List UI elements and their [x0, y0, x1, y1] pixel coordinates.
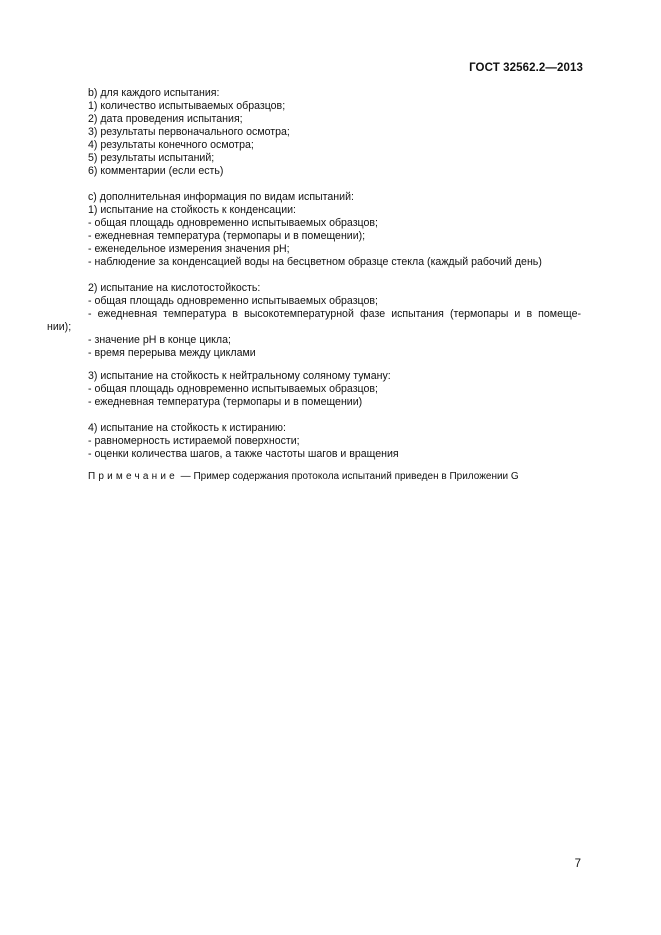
- test3-title: 3) испытание на стойкость к нейтральному соляному туману:: [88, 370, 391, 382]
- list-item: 5) результаты испытаний;: [88, 152, 215, 164]
- list-item: - еженедельное измерения значения pH;: [88, 243, 290, 255]
- list-item: 1) количество испытываемых образцов;: [88, 100, 286, 112]
- list-item: - оценки количества шагов, а также частоты шагов и вращения: [88, 448, 399, 460]
- list-item: 6) комментарии (если есть): [88, 165, 224, 177]
- list-item: 3) результаты первоначального осмотра;: [88, 126, 290, 138]
- page-header-code: ГОСТ 32562.2—2013: [469, 62, 583, 74]
- note-label: Примечание: [88, 471, 178, 482]
- list-item: 2) дата проведения испытания;: [88, 113, 243, 125]
- list-item: - ежедневная температура в высокотемпературной фазе испытания (термопары и в помеще-: [88, 308, 581, 320]
- list-item: - значение pH в конце цикла;: [88, 334, 231, 346]
- list-item: - наблюдение за конденсацией воды на бесцветном образце стекла (каждый рабочий день): [88, 256, 542, 268]
- list-item: - общая площадь одновременно испытываемых образцов;: [88, 295, 378, 307]
- test1-title: 1) испытание на стойкость к конденсации:: [88, 204, 296, 216]
- test4-title: 4) испытание на стойкость к истиранию:: [88, 422, 286, 434]
- list-item: - общая площадь одновременно испытываемых образцов;: [88, 383, 378, 395]
- note: [88, 470, 519, 483]
- list-item: - время перерыва между циклами: [88, 347, 256, 359]
- list-item: 4) результаты конечного осмотра;: [88, 139, 254, 151]
- list-item: - ежедневная температура (термопары и в помещении);: [88, 230, 366, 242]
- section-b-title: b) для каждого испытания:: [88, 87, 220, 99]
- section-c-title: c) дополнительная информация по видам испытаний:: [88, 191, 354, 203]
- list-item: - равномерность истираемой поверхности;: [88, 435, 300, 447]
- note-text: — Пример содержания протокола испытаний приведен в Приложении G: [177, 471, 519, 482]
- list-item: - общая площадь одновременно испытываемых образцов;: [88, 217, 378, 229]
- page-number: 7: [574, 858, 581, 870]
- list-item: - ежедневная температура (термопары и в помещении): [88, 396, 363, 408]
- list-item-continuation: нии);: [47, 321, 72, 333]
- test2-title: 2) испытание на кислотостойкость:: [88, 282, 261, 294]
